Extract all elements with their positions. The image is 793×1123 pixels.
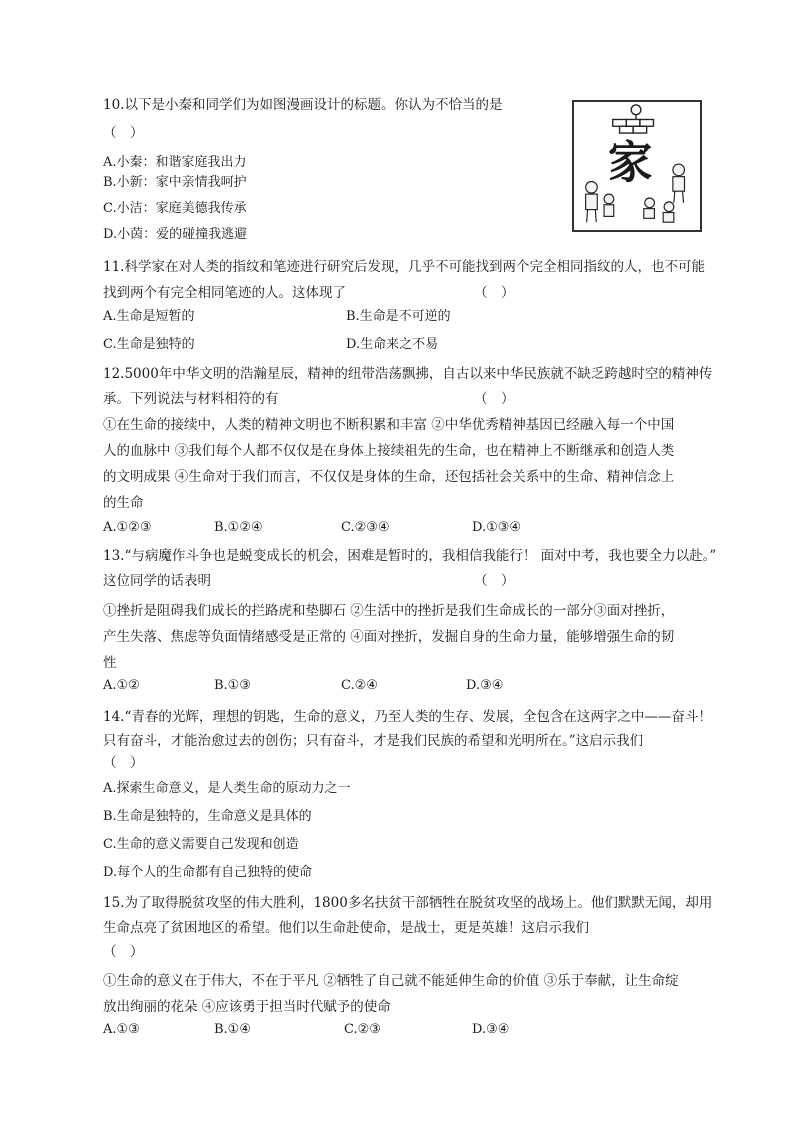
- q10-option-d: D.小茵：爱的碰撞我逃避: [103, 227, 248, 242]
- cartoon-char-jia: 家: [607, 136, 653, 189]
- family-cartoon-drawing: [574, 102, 700, 230]
- q14-option-b: B.生命是独特的，生命意义是具体的: [103, 809, 312, 824]
- q12-option-b: B.①②④: [214, 520, 263, 535]
- q14-option-a: A.探索生命意义，是人类生命的原动力之一: [103, 781, 351, 796]
- q14-option-d: D.每个人的生命都有自己独特的使命: [103, 865, 313, 880]
- q10-option-c: C.小洁：家庭美德我传承: [103, 201, 247, 216]
- q10-option-a: A.小秦：和谐家庭我出力: [103, 155, 247, 170]
- q13-stem-line-2: 这位同学的话表明: [103, 573, 211, 589]
- q12-statement-line-1: ①在生命的接续中，人类的精神文明也不断积累和丰富 ②中华优秀精神基因已经融入每一个中国: [103, 417, 675, 433]
- q10-option-b: B.小新：家中亲情我呵护: [103, 175, 247, 190]
- q11-stem-line-2: 找到两个有完全相同笔迹的人。这体现了: [103, 285, 346, 301]
- q15-option-a: A.①③: [103, 1022, 140, 1037]
- q12-statement-line-3: 的文明成果 ④生命对于我们而言，不仅仅是身体的生命，还包括社会关系中的生命、精神信念上: [103, 469, 675, 485]
- q15-answer-paren: （ ）: [103, 944, 144, 960]
- q15-statement-line-2: 放出绚丽的花朵 ④应该勇于担当时代赋予的使命: [103, 999, 391, 1015]
- q15-option-b: B.①④: [214, 1022, 251, 1037]
- q13-statement-line-2: 产生失落、焦虑等负面情绪感受是正常的 ④面对挫折，发掘自身的生命力量，能够增强生命的韧: [103, 629, 675, 645]
- q14-stem-line-2: 只有奋斗，才能治愈过去的创伤；只有奋斗，才是我们民族的希望和光明所在。”这启示我们: [103, 733, 644, 749]
- q12-option-d: D.①③④: [472, 520, 522, 535]
- q11-answer-paren: （ ）: [474, 285, 515, 301]
- q15-option-c: C.②③: [344, 1022, 381, 1037]
- q11-option-d: D.生命来之不易: [346, 337, 439, 352]
- q15-option-d: D.③④: [472, 1022, 510, 1037]
- q13-answer-paren: （ ）: [474, 573, 515, 589]
- q11-option-c: C.生命是独特的: [103, 337, 195, 352]
- q11-option-a: A.生命是短暂的: [103, 309, 195, 324]
- q12-stem-line-1: 12.5000年中华文明的浩瀚星辰，精神的纽带浩荡飘拂，自古以来中华民族就不缺乏跨越时空的精神传: [103, 366, 713, 382]
- q12-statement-line-2: 人的血脉中 ③我们每个人都不仅仅是在身体上接续祖先的生命，也在精神上不断继承和创造人类: [103, 443, 675, 459]
- q14-answer-paren: （ ）: [103, 755, 144, 771]
- q14-option-c: C.生命的意义需要自己发现和创造: [103, 837, 299, 852]
- q13-option-b: B.①③: [214, 678, 251, 693]
- family-cartoon-image: [572, 100, 702, 232]
- q13-statement-line-3: 性: [103, 655, 117, 671]
- q14-stem-line-1: 14.“青春的光辉，理想的钥匙，生命的意义，乃至人类的生存、发展，全包含在这两字之中——奋斗！: [103, 709, 712, 725]
- q13-option-a: A.①②: [103, 678, 140, 693]
- q13-option-d: D.③④: [466, 678, 504, 693]
- q12-statement-line-4: 的生命: [103, 495, 144, 511]
- q13-stem-line-1: 13.“与病魔作斗争也是蜕变成长的机会，困难是暂时的，我相信我能行！ 面对中考，我也要全力以赴。”: [103, 548, 717, 564]
- q12-option-a: A.①②③: [103, 520, 152, 535]
- q15-stem-line-1: 15.为了取得脱贫攻坚的伟大胜利，1800多名扶贫干部牺牲在脱贫攻坚的战场上。他们默默无闻，却用: [103, 895, 713, 911]
- q12-answer-paren: （ ）: [474, 391, 515, 407]
- q13-option-c: C.②④: [341, 678, 378, 693]
- q15-stem-line-2: 生命点亮了贫困地区的希望。他们以生命赴使命，是战士，更是英雄！这启示我们: [103, 920, 589, 936]
- q12-stem-line-2: 承。下列说法与材料相符的有: [103, 391, 279, 407]
- q10-stem: 10.以下是小秦和同学们为如图漫画设计的标题。你认为不恰当的是: [103, 97, 503, 113]
- q11-option-b: B.生命是不可逆的: [346, 309, 451, 324]
- q10-answer-paren: （ ）: [103, 125, 144, 141]
- q13-statement-line-1: ①挫折是阻碍我们成长的拦路虎和垫脚石 ②生活中的挫折是我们生命成长的一部分③面对挫折，: [103, 603, 675, 619]
- q12-option-c: C.②③④: [341, 520, 390, 535]
- q15-statement-line-1: ①生命的意义在于伟大，不在于平凡 ②牺牲了自己就不能延伸生命的价值 ③乐于奉献，让生命绽: [103, 973, 679, 989]
- q11-stem-line-1: 11.科学家在对人类的指纹和笔迹进行研究后发现，几乎不可能找到两个完全相同指纹的人，也不可能: [103, 259, 705, 275]
